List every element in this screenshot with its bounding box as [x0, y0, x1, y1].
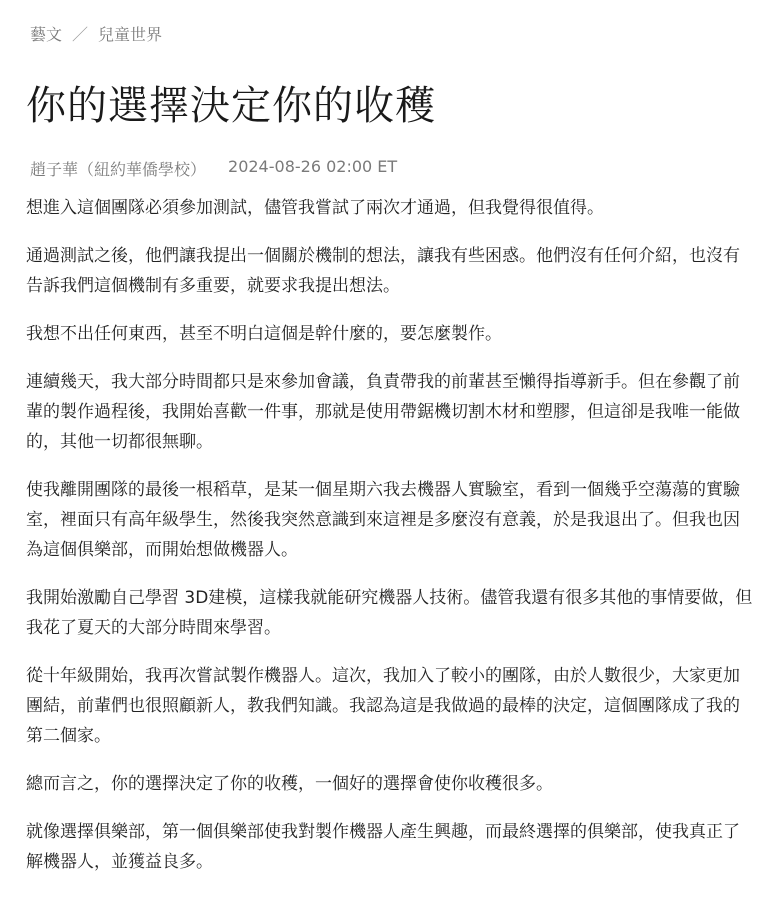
article-body — [26, 193, 754, 895]
breadcrumb-subsection-link[interactable]: 兒童世界 — [98, 25, 163, 44]
article-timestamp: 2024-08-26 02:00 ET — [228, 157, 398, 176]
breadcrumb-section-link[interactable]: 藝文 — [30, 25, 63, 44]
article-meta — [30, 157, 397, 180]
article-paragraph: 我開始激勵自己學習 3D建模，這樣我就能研究機器人技術。儘管我還有很多其他的事情要做，但我花了夏天的大部分時間來學習。 — [26, 588, 753, 638]
breadcrumb-separator: ／ — [72, 25, 89, 44]
article-title: 你的選擇決定你的收穫 — [26, 83, 436, 129]
article-author: 趙子華（紐約華僑學校） — [30, 160, 207, 179]
article-paragraph: 使我離開團隊的最後一根稻草，是某一個星期六我去機器人實驗室，看到一個幾乎空蕩蕩的實驗室，裡面只有高年級學生，然後我突然意識到來這裡是多麼沒有意義，於是我退出了。但我也因為這個俱樂部，而開始想做機器人。 — [26, 480, 740, 560]
article-paragraph: 通過測試之後，他們讓我提出一個關於機制的想法，讓我有些困惑。他們沒有任何介紹，也沒有告訴我們這個機制有多重要，就要求我提出想法。 — [26, 246, 740, 296]
article-paragraph: 總而言之，你的選擇決定了你的收穫，一個好的選擇會使你收穫很多。 — [26, 774, 553, 794]
article-paragraph: 從十年級開始，我再次嘗試製作機器人。這次，我加入了較小的團隊，由於人數很少，大家更加團結，前輩們也很照顧新人，教我們知識。我認為這是我做過的最棒的決定，這個團隊成了我的第二個家。 — [26, 666, 740, 746]
article-paragraph: 就像選擇俱樂部，第一個俱樂部使我對製作機器人產生興趣，而最終選擇的俱樂部，使我真正了解機器人，並獲益良多。 — [26, 822, 740, 872]
article-paragraph: 連續幾天，我大部分時間都只是來參加會議，負責帶我的前輩甚至懶得指導新手。但在參觀了前輩的製作過程後，我開始喜歡一件事，那就是使用帶鋸機切割木材和塑膠，但這卻是我唯一能做的，其他一切都很無聊。 — [26, 372, 740, 452]
breadcrumb — [30, 22, 162, 45]
article-paragraph: 想進入這個團隊必須參加測試，儘管我嘗試了兩次才通過，但我覺得很值得。 — [26, 198, 604, 218]
article-paragraph: 我想不出任何東西，甚至不明白這個是幹什麼的，要怎麼製作。 — [26, 324, 502, 344]
